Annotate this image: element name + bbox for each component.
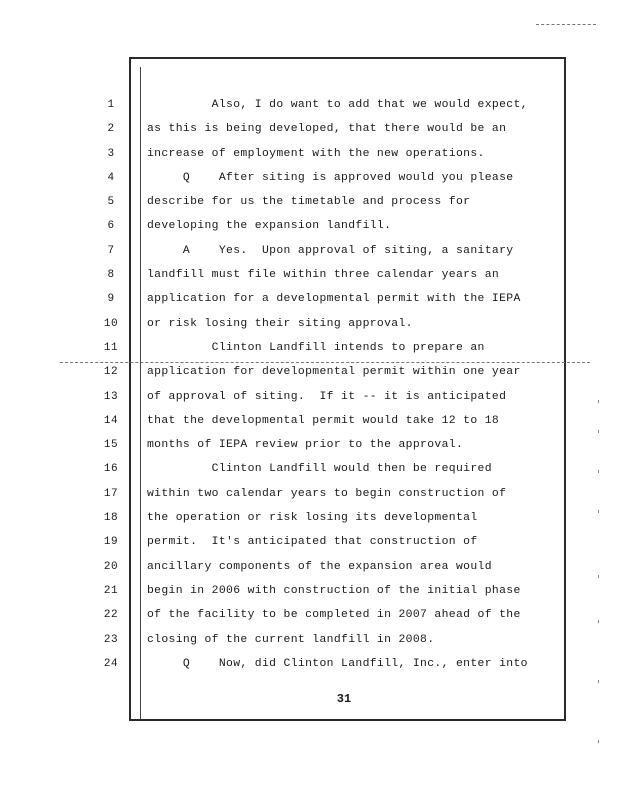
line-number: 24: [103, 657, 119, 670]
line-number: 2: [107, 123, 115, 136]
line-number: 6: [107, 220, 115, 233]
transcript-line: Q Now, did Clinton Landfill, Inc., enter into: [147, 657, 528, 670]
scan-speck: [598, 575, 599, 578]
transcript-line: landfill must file within three calendar years an: [147, 269, 500, 282]
transcript-line: Clinton Landfill would then be required: [147, 463, 492, 476]
line-number: 15: [103, 439, 119, 452]
transcript-line: begin in 2006 with construction of the initial phase: [147, 584, 521, 597]
transcript-line: Q After siting is approved would you please: [147, 171, 514, 184]
line-number: 16: [103, 463, 119, 476]
transcript-line: that the developmental permit would take 12 to 18: [147, 414, 500, 427]
line-number: 23: [103, 633, 119, 646]
line-number-column: [100, 93, 122, 676]
transcript-line: months of IEPA review prior to the approval.: [147, 439, 464, 452]
transcript-line: application for a developmental permit with the IEPA: [147, 293, 521, 306]
transcript-line: as this is being developed, that there would be an: [147, 123, 507, 136]
line-number: 21: [103, 584, 119, 597]
transcript-line: describe for us the timetable and process for: [147, 196, 471, 209]
transcript-line: or risk losing their siting approval.: [147, 317, 413, 330]
scan-speck: [598, 430, 599, 433]
page-number: 31: [336, 692, 352, 706]
line-number: 12: [103, 366, 119, 379]
scan-speck: [598, 680, 599, 683]
line-number: 20: [103, 560, 119, 573]
transcript-line: Also, I do want to add that we would expect,: [147, 99, 528, 111]
line-number: 10: [103, 317, 119, 330]
scan-speck: [598, 740, 599, 743]
line-number: 18: [103, 512, 119, 525]
line-number: 1: [107, 99, 115, 111]
transcript-line: Clinton Landfill intends to prepare an: [147, 341, 485, 354]
scan-speck: [598, 400, 599, 403]
transcript-line: within two calendar years to begin construction of: [147, 487, 507, 500]
transcript-body: [147, 93, 552, 676]
scan-speck: [598, 470, 599, 473]
transcript-line: the operation or risk losing its developmental: [147, 512, 478, 525]
line-number: 4: [107, 171, 115, 184]
line-number: 11: [103, 341, 119, 354]
line-number: 13: [103, 390, 119, 403]
transcript-line: application for developmental permit within one year: [147, 366, 521, 379]
transcript-line: of approval of siting. If it -- it is anticipated: [147, 390, 507, 403]
line-number: 3: [107, 147, 115, 160]
scan-speck: [598, 620, 599, 623]
line-number: 5: [107, 196, 115, 209]
line-number: 22: [103, 609, 119, 622]
transcript-line: closing of the current landfill in 2008.: [147, 633, 435, 646]
line-number: 9: [107, 293, 115, 306]
scan-mark-top-right: [536, 24, 596, 25]
line-number: 19: [103, 536, 119, 549]
transcript-line: ancillary components of the expansion area would: [147, 560, 492, 573]
transcript-line: A Yes. Upon approval of siting, a sanitary: [147, 244, 514, 257]
transcript-line: permit. It's anticipated that construction of: [147, 536, 478, 549]
transcript-line: of the facility to be completed in 2007 ahead of the: [147, 609, 521, 622]
line-number: 7: [107, 244, 115, 257]
line-number: 8: [107, 269, 115, 282]
transcript-line: increase of employment with the new operations.: [147, 147, 485, 160]
line-number: 14: [103, 414, 119, 427]
line-number: 17: [103, 487, 119, 500]
scan-speck: [598, 510, 599, 513]
transcript-line: developing the expansion landfill.: [147, 220, 392, 233]
